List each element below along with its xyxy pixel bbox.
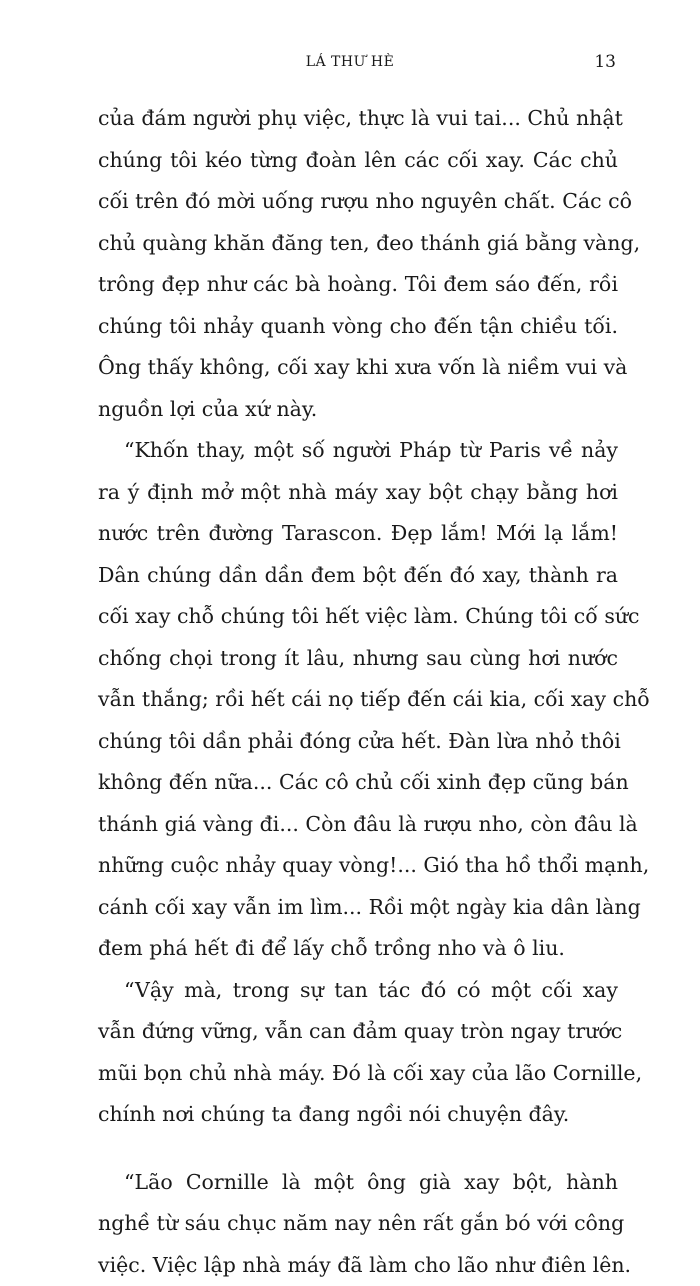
text-line: chúng tôi dần phải đóng cửa hết. Đàn lừa nhỏ thôi (98, 721, 618, 763)
text-line: ra ý định mở một nhà máy xay bột chạy bằng hơi (98, 472, 618, 514)
text-line: đem phá hết đi để lấy chỗ trồng nho và ô liu. (98, 928, 618, 970)
text-line: chúng tôi kéo từng đoàn lên các cối xay. Các chủ (98, 140, 618, 182)
text-line: nghề từ sáu chục năm nay nên rất gắn bó với công (98, 1203, 618, 1245)
text-line: chính nơi chúng ta đang ngồi nói chuyện đây. (98, 1094, 618, 1136)
text-line: mũi bọn chủ nhà máy. Đó là cối xay của lão Cornille, (98, 1053, 618, 1095)
text-line: chủ quàng khăn đăng ten, đeo thánh giá bằng vàng, (98, 223, 618, 265)
text-line: “Vậy mà, trong sự tan tác đó có một cối xay (98, 970, 618, 1012)
text-line: vẫn thắng; rồi hết cái nọ tiếp đến cái kia, cối xay chỗ (98, 679, 618, 721)
text-line: Dân chúng dần dần đem bột đến đó xay, thành ra (98, 555, 618, 597)
text-line: cối xay chỗ chúng tôi hết việc làm. Chúng tôi cố sức (98, 596, 618, 638)
paragraph-4 (98, 1162, 618, 1286)
body-text (98, 98, 618, 1286)
paragraph-1 (98, 98, 618, 430)
text-line: trông đẹp như các bà hoàng. Tôi đem sáo đến, rồi (98, 264, 618, 306)
text-line: “Khốn thay, một số người Pháp từ Paris về nảy (98, 430, 618, 472)
text-line: cối trên đó mời uống rượu nho nguyên chất. Các cô (98, 181, 618, 223)
section-gap (98, 1136, 618, 1162)
text-line: những cuộc nhảy quay vòng!... Gió tha hồ thổi mạnh, (98, 845, 618, 887)
text-line: nước trên đường Tarascon. Đẹp lắm! Mới lạ lắm! (98, 513, 618, 555)
paragraph-3 (98, 970, 618, 1136)
text-line: việc. Việc lập nhà máy đã làm cho lão như điên lên. (98, 1245, 618, 1286)
paragraph-2 (98, 430, 618, 970)
running-header (0, 52, 700, 76)
text-line: thánh giá vàng đi... Còn đâu là rượu nho, còn đâu là (98, 804, 618, 846)
text-line: nguồn lợi của xứ này. (98, 389, 618, 431)
text-line: “Lão Cornille là một ông già xay bột, hành (98, 1162, 618, 1204)
text-line: cánh cối xay vẫn im lìm... Rồi một ngày kia dân làng (98, 887, 618, 929)
text-line: chúng tôi nhảy quanh vòng cho đến tận chiều tối. (98, 306, 618, 348)
text-line: Ông thấy không, cối xay khi xưa vốn là niềm vui và (98, 347, 618, 389)
page-number: 13 (594, 52, 616, 72)
text-line: vẫn đứng vững, vẫn can đảm quay tròn ngay trước (98, 1011, 618, 1053)
text-line: của đám người phụ việc, thực là vui tai... Chủ nhật (98, 98, 618, 140)
text-line: không đến nữa... Các cô chủ cối xinh đẹp cũng bán (98, 762, 618, 804)
running-title: LÁ THƯ HÈ (0, 52, 700, 72)
text-line: chống chọi trong ít lâu, nhưng sau cùng hơi nước (98, 638, 618, 680)
